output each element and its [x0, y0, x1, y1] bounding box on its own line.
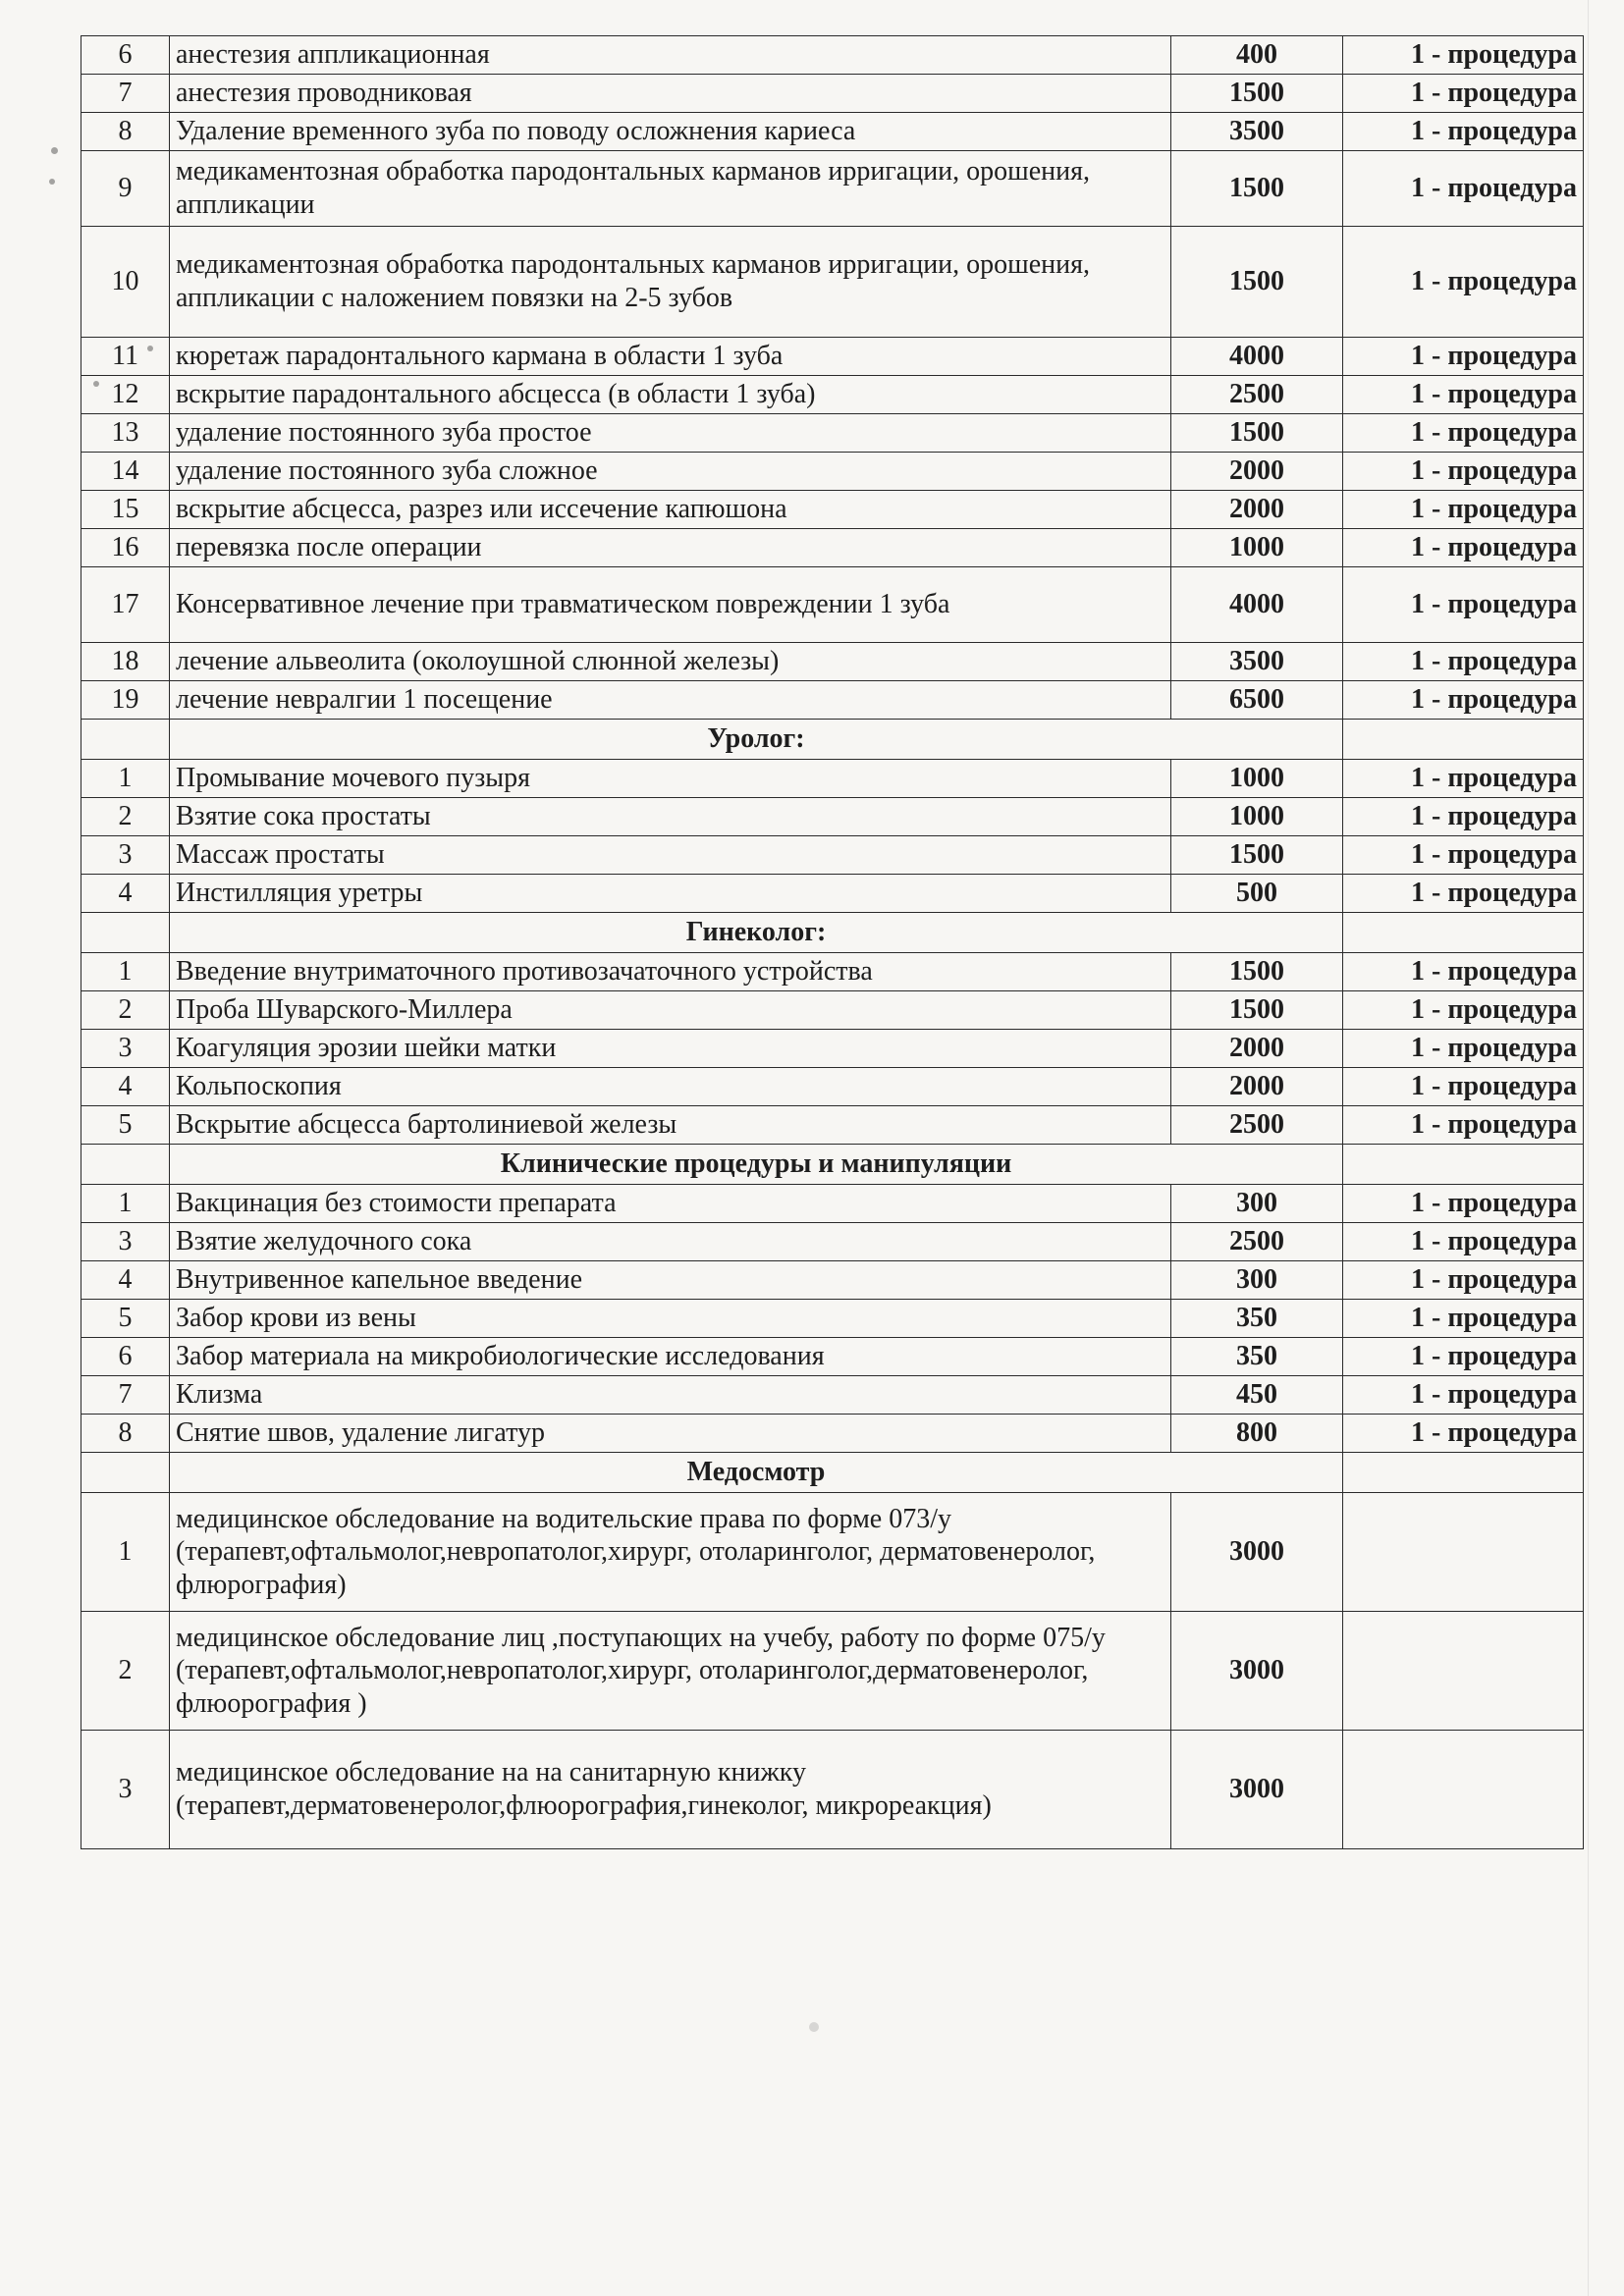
service-unit: 1 - процедура — [1343, 760, 1584, 798]
service-price: 2000 — [1171, 491, 1343, 529]
service-price: 2500 — [1171, 1106, 1343, 1145]
table-row — [81, 1261, 1584, 1300]
row-number: 5 — [81, 1300, 170, 1338]
service-unit — [1343, 1493, 1584, 1612]
row-number: 4 — [81, 1261, 170, 1300]
service-name: медицинское обследование лиц ,поступающих на учебу, работу по форме 075/у (терапевт,офтальмолог,невропатолог,хирург, отоларинголог,дерматовенеролог, флюорография ) — [170, 1612, 1171, 1731]
table-row — [81, 1106, 1584, 1145]
row-number: 2 — [81, 1612, 170, 1731]
service-name: Удаление временного зуба по поводу осложнения кариеса — [170, 113, 1171, 151]
row-number: 8 — [81, 113, 170, 151]
service-unit: 1 - процедура — [1343, 1415, 1584, 1453]
table-row — [81, 1612, 1584, 1731]
service-price: 2000 — [1171, 1030, 1343, 1068]
service-name: кюретаж парадонтального кармана в области 1 зуба — [170, 338, 1171, 376]
service-price: 3000 — [1171, 1612, 1343, 1731]
service-price: 1500 — [1171, 151, 1343, 227]
service-name: Вакцинация без стоимости препарата — [170, 1185, 1171, 1223]
row-number: 12 — [81, 376, 170, 414]
section-num-cell — [81, 1453, 170, 1493]
service-unit: 1 - процедура — [1343, 681, 1584, 720]
service-name: Забор материала на микробиологические исследования — [170, 1338, 1171, 1376]
table-row — [81, 991, 1584, 1030]
row-number: 19 — [81, 681, 170, 720]
row-number: 2 — [81, 991, 170, 1030]
row-number: 17 — [81, 567, 170, 643]
table-row — [81, 1300, 1584, 1338]
service-unit — [1343, 1612, 1584, 1731]
service-price: 1000 — [1171, 798, 1343, 836]
service-unit: 1 - процедура — [1343, 376, 1584, 414]
service-name: Коагуляция эрозии шейки матки — [170, 1030, 1171, 1068]
service-name: Промывание мочевого пузыря — [170, 760, 1171, 798]
service-price: 2500 — [1171, 1223, 1343, 1261]
section-title: Клинические процедуры и манипуляции — [170, 1145, 1343, 1185]
section-title: Уролог: — [170, 720, 1343, 760]
section-num-cell — [81, 913, 170, 953]
row-number: 3 — [81, 836, 170, 875]
service-name: перевязка после операции — [170, 529, 1171, 567]
service-price: 1500 — [1171, 75, 1343, 113]
service-unit: 1 - процедура — [1343, 991, 1584, 1030]
service-unit: 1 - процедура — [1343, 113, 1584, 151]
row-number: 15 — [81, 491, 170, 529]
table-row — [81, 760, 1584, 798]
table-row — [81, 1415, 1584, 1453]
service-name: медикаментозная обработка пародонтальных карманов ирригации, орошения, аппликации с наложением повязки на 2-5 зубов — [170, 227, 1171, 338]
row-number: 1 — [81, 760, 170, 798]
section-num-cell — [81, 1145, 170, 1185]
service-price: 4000 — [1171, 567, 1343, 643]
scan-fold-line — [1588, 0, 1589, 2296]
service-price: 2000 — [1171, 453, 1343, 491]
table-row — [81, 453, 1584, 491]
service-price: 800 — [1171, 1415, 1343, 1453]
service-price: 450 — [1171, 1376, 1343, 1415]
service-unit: 1 - процедура — [1343, 1376, 1584, 1415]
table-row — [81, 491, 1584, 529]
service-unit: 1 - процедура — [1343, 151, 1584, 227]
row-number: 18 — [81, 643, 170, 681]
table-row — [81, 529, 1584, 567]
section-num-cell — [81, 720, 170, 760]
section-unit-cell — [1343, 1453, 1584, 1493]
row-number: 7 — [81, 75, 170, 113]
row-number: 3 — [81, 1030, 170, 1068]
price-list-table — [81, 35, 1584, 1849]
service-price: 4000 — [1171, 338, 1343, 376]
row-number: 2 — [81, 798, 170, 836]
service-price: 1500 — [1171, 953, 1343, 991]
table-row — [81, 836, 1584, 875]
row-number: 14 — [81, 453, 170, 491]
table-row — [81, 1030, 1584, 1068]
service-unit: 1 - процедура — [1343, 1106, 1584, 1145]
table-row — [81, 1068, 1584, 1106]
service-unit: 1 - процедура — [1343, 953, 1584, 991]
section-unit-cell — [1343, 1145, 1584, 1185]
row-number: 4 — [81, 875, 170, 913]
table-row — [81, 1338, 1584, 1376]
service-name: Консервативное лечение при травматическом повреждении 1 зуба — [170, 567, 1171, 643]
row-number: 6 — [81, 36, 170, 75]
table-row — [81, 75, 1584, 113]
table-row — [81, 1223, 1584, 1261]
service-unit: 1 - процедура — [1343, 1261, 1584, 1300]
section-title: Гинеколог: — [170, 913, 1343, 953]
service-unit: 1 - процедура — [1343, 338, 1584, 376]
service-unit: 1 - процедура — [1343, 75, 1584, 113]
service-unit: 1 - процедура — [1343, 1338, 1584, 1376]
section-unit-cell — [1343, 720, 1584, 760]
service-unit: 1 - процедура — [1343, 643, 1584, 681]
service-price: 1500 — [1171, 227, 1343, 338]
service-unit: 1 - процедура — [1343, 227, 1584, 338]
row-number: 4 — [81, 1068, 170, 1106]
table-row — [81, 643, 1584, 681]
service-name: Кольпоскопия — [170, 1068, 1171, 1106]
service-name: Проба Шуварского-Миллера — [170, 991, 1171, 1030]
service-price: 2000 — [1171, 1068, 1343, 1106]
service-price: 2500 — [1171, 376, 1343, 414]
service-price: 1500 — [1171, 991, 1343, 1030]
service-name: Снятие швов, удаление лигатур — [170, 1415, 1171, 1453]
service-unit: 1 - процедура — [1343, 875, 1584, 913]
service-price: 1500 — [1171, 836, 1343, 875]
service-unit: 1 - процедура — [1343, 1185, 1584, 1223]
row-number: 8 — [81, 1415, 170, 1453]
table-row — [81, 567, 1584, 643]
service-name: Клизма — [170, 1376, 1171, 1415]
row-number: 6 — [81, 1338, 170, 1376]
scan-speck — [809, 2022, 819, 2032]
service-name: Забор крови из вены — [170, 1300, 1171, 1338]
service-unit: 1 - процедура — [1343, 1068, 1584, 1106]
service-unit: 1 - процедура — [1343, 529, 1584, 567]
section-header-row — [81, 1453, 1584, 1493]
service-unit: 1 - процедура — [1343, 1300, 1584, 1338]
service-name: Вскрытие абсцесса бартолиниевой железы — [170, 1106, 1171, 1145]
table-row — [81, 113, 1584, 151]
table-row — [81, 953, 1584, 991]
row-number: 3 — [81, 1731, 170, 1849]
service-price: 3000 — [1171, 1493, 1343, 1612]
service-name: удаление постоянного зуба сложное — [170, 453, 1171, 491]
service-name: медицинское обследование на на санитарную книжку (терапевт,дерматовенеролог,флюорография,гинеколог, микрореакция) — [170, 1731, 1171, 1849]
service-unit: 1 - процедура — [1343, 1223, 1584, 1261]
service-price: 1000 — [1171, 760, 1343, 798]
service-name: Взятие желудочного сока — [170, 1223, 1171, 1261]
row-number: 1 — [81, 1493, 170, 1612]
table-row — [81, 1185, 1584, 1223]
service-name: лечение невралгии 1 посещение — [170, 681, 1171, 720]
service-price: 1500 — [1171, 414, 1343, 453]
table-row — [81, 798, 1584, 836]
service-unit — [1343, 1731, 1584, 1849]
scan-speck — [51, 147, 58, 154]
service-name: лечение альвеолита (околоушной слюнной железы) — [170, 643, 1171, 681]
price-list-body — [81, 36, 1584, 1849]
table-row — [81, 414, 1584, 453]
table-row — [81, 1731, 1584, 1849]
service-price: 500 — [1171, 875, 1343, 913]
service-price: 350 — [1171, 1300, 1343, 1338]
section-title: Медосмотр — [170, 1453, 1343, 1493]
service-unit: 1 - процедура — [1343, 414, 1584, 453]
row-number: 9 — [81, 151, 170, 227]
service-price: 300 — [1171, 1185, 1343, 1223]
service-price: 3000 — [1171, 1731, 1343, 1849]
table-row — [81, 338, 1584, 376]
service-name: медикаментозная обработка пародонтальных карманов ирригации, орошения, аппликации — [170, 151, 1171, 227]
service-unit: 1 - процедура — [1343, 491, 1584, 529]
table-row — [81, 36, 1584, 75]
section-unit-cell — [1343, 913, 1584, 953]
table-row — [81, 376, 1584, 414]
service-name: Массаж простаты — [170, 836, 1171, 875]
service-unit: 1 - процедура — [1343, 836, 1584, 875]
service-price: 6500 — [1171, 681, 1343, 720]
table-row — [81, 681, 1584, 720]
row-number: 3 — [81, 1223, 170, 1261]
service-unit: 1 - процедура — [1343, 36, 1584, 75]
section-header-row — [81, 1145, 1584, 1185]
service-price: 3500 — [1171, 113, 1343, 151]
service-price: 400 — [1171, 36, 1343, 75]
service-name: удаление постоянного зуба простое — [170, 414, 1171, 453]
row-number: 16 — [81, 529, 170, 567]
row-number: 1 — [81, 1185, 170, 1223]
service-name: Внутривенное капельное введение — [170, 1261, 1171, 1300]
table-row — [81, 151, 1584, 227]
service-name: вскрытие парадонтального абсцесса (в области 1 зуба) — [170, 376, 1171, 414]
service-unit: 1 - процедура — [1343, 798, 1584, 836]
row-number: 7 — [81, 1376, 170, 1415]
service-name: медицинское обследование на водительские права по форме 073/у (терапевт,офтальмолог,невропатолог,хирург, отоларинголог, дерматовенеролог, флюрография) — [170, 1493, 1171, 1612]
service-price: 1000 — [1171, 529, 1343, 567]
service-unit: 1 - процедура — [1343, 567, 1584, 643]
service-unit: 1 - процедура — [1343, 453, 1584, 491]
section-header-row — [81, 913, 1584, 953]
service-name: Введение внутриматочного противозачаточного устройства — [170, 953, 1171, 991]
table-row — [81, 227, 1584, 338]
service-name: анестезия аппликационная — [170, 36, 1171, 75]
table-row — [81, 1493, 1584, 1612]
row-number: 5 — [81, 1106, 170, 1145]
service-name: вскрытие абсцесса, разрез или иссечение капюшона — [170, 491, 1171, 529]
section-header-row — [81, 720, 1584, 760]
service-name: Взятие сока простаты — [170, 798, 1171, 836]
service-price: 300 — [1171, 1261, 1343, 1300]
scan-speck — [49, 179, 55, 185]
row-number: 11 — [81, 338, 170, 376]
row-number: 10 — [81, 227, 170, 338]
service-price: 350 — [1171, 1338, 1343, 1376]
row-number: 13 — [81, 414, 170, 453]
service-price: 3500 — [1171, 643, 1343, 681]
row-number: 1 — [81, 953, 170, 991]
service-name: анестезия проводниковая — [170, 75, 1171, 113]
service-unit: 1 - процедура — [1343, 1030, 1584, 1068]
table-row — [81, 875, 1584, 913]
service-name: Инстилляция уретры — [170, 875, 1171, 913]
table-row — [81, 1376, 1584, 1415]
